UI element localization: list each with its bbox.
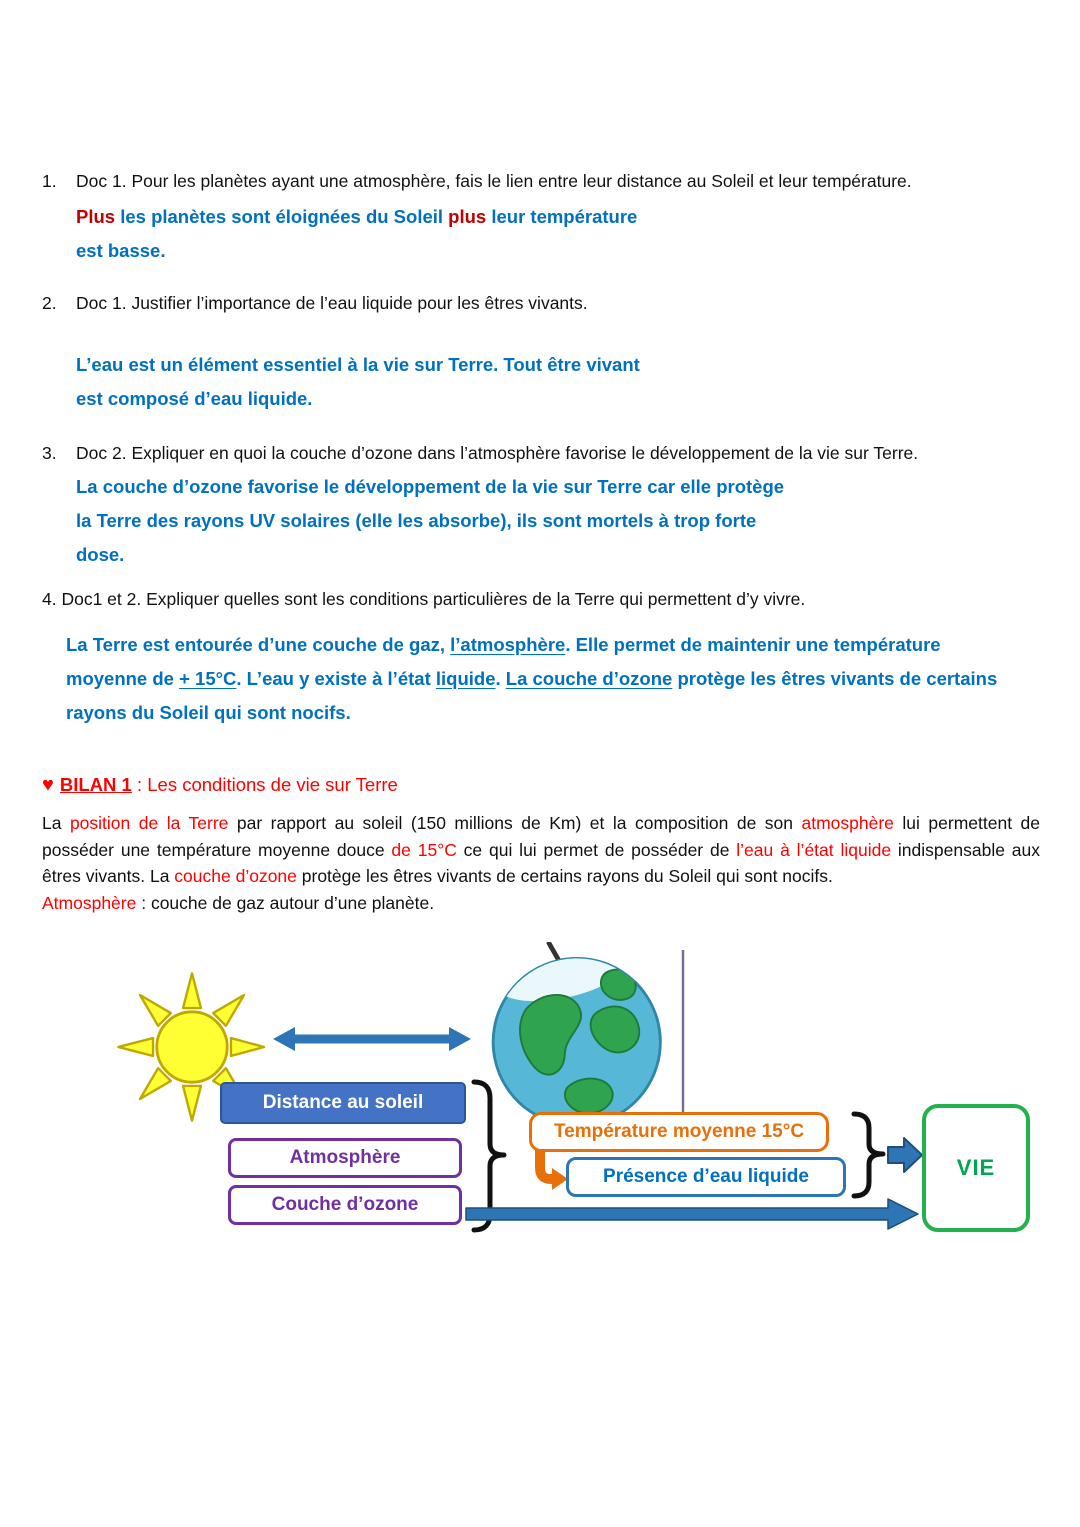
question-4-answer	[66, 628, 1020, 730]
answer-segment: est composé d’eau liquide.	[76, 388, 313, 409]
bilan-segment: atmosphère	[801, 813, 894, 833]
bilan-heading	[42, 772, 1040, 798]
answer-segment: liquide	[435, 668, 496, 689]
distance-double-arrow	[273, 1027, 471, 1051]
question-2	[42, 290, 1040, 416]
bilan-segment: ce qui lui permet de posséder de	[456, 839, 737, 860]
bilan-segment: lui permettent de posséder une température moyenne douce	[42, 813, 1041, 860]
answer-segment: protège les êtres vivants de certains rayons du Soleil qui sont nocifs.	[66, 668, 998, 723]
answer-segment: + 15°C	[179, 668, 237, 689]
question-3-number: 3.	[42, 443, 57, 463]
bilan-segment: de 15°C	[391, 839, 457, 860]
heart-icon: ♥	[42, 774, 54, 796]
question-3-answer	[76, 470, 1040, 572]
bilan-subtitle: : Les conditions de vie sur Terre	[131, 774, 398, 795]
answer-segment: l’atmosphère	[450, 634, 566, 655]
answer-segment: . Elle permet de maintenir une température moyenne de	[66, 634, 941, 689]
definition-line	[42, 890, 1040, 916]
bilan-title: BILAN 1	[59, 774, 132, 795]
answer-segment: Plus	[76, 206, 116, 227]
temperature-label: Température moyenne 15°C	[553, 1120, 805, 1142]
answer-segment: est basse.	[76, 240, 166, 261]
question-3	[42, 440, 1040, 572]
question-1-answer	[76, 200, 1040, 268]
bilan-segment: position de la Terre	[69, 813, 229, 833]
answer-segment: La Terre est entourée d’une couche de gaz,	[66, 634, 451, 655]
bilan-segment: l’eau à l’état liquide	[736, 839, 892, 860]
answer-segment: La couche d’ozone favorise le développement de la vie sur Terre car elle protège	[76, 476, 785, 497]
answer-segment: L’eau est un élément essentiel à la vie sur Terre. Tout être vivant	[76, 354, 640, 375]
question-2-number: 2.	[42, 293, 57, 313]
temperature-box	[529, 1112, 829, 1152]
ozone-box	[228, 1185, 462, 1225]
question-4-prompt: 4. Doc1 et 2. Expliquer quelles sont les conditions particulières de la Terre qui permettent d’y vivre.	[42, 589, 806, 609]
earth-icon	[474, 942, 676, 1141]
distance-box	[220, 1082, 466, 1124]
question-4	[42, 586, 1040, 730]
vie-label: VIE	[956, 1154, 996, 1180]
question-1	[42, 168, 1040, 268]
answer-segment: .	[495, 668, 506, 689]
answer-segment: la Terre des rayons UV solaires (elle les absorbe), ils sont mortels à trop forte	[76, 510, 757, 531]
question-1-prompt: Doc 1. Pour les planètes ayant une atmosphère, fais le lien entre leur distance au Soleil et leur température.	[76, 171, 912, 191]
water-label: Présence d’eau liquide	[603, 1165, 809, 1187]
right-brace	[854, 1114, 883, 1196]
water-box	[566, 1157, 846, 1197]
answer-segment: . L’eau y existe à l’état	[236, 668, 436, 689]
definition-text: : couche de gaz autour d’une planète.	[136, 892, 435, 913]
answer-segment: les planètes sont éloignées du Soleil	[115, 206, 449, 227]
atmosphere-label: Atmosphère	[289, 1146, 401, 1168]
vie-arrow	[888, 1138, 922, 1172]
answer-segment: leur température	[486, 206, 638, 227]
question-3-prompt: Doc 2. Expliquer en quoi la couche d’ozone dans l’atmosphère favorise le développement de la vie sur Terre.	[76, 443, 919, 463]
question-2-prompt: Doc 1. Justifier l’importance de l’eau liquide pour les êtres vivants.	[76, 293, 588, 313]
ozone-label: Couche d’ozone	[271, 1193, 419, 1215]
question-1-number: 1.	[42, 171, 57, 191]
bilan-paragraph	[42, 810, 1040, 890]
bilan-segment: protège les êtres vivants de certains rayons du Soleil qui sont nocifs.	[296, 866, 833, 886]
bilan-segment: La	[42, 813, 70, 833]
answer-segment: dose.	[76, 544, 125, 565]
ozone-long-arrow	[466, 1199, 918, 1229]
question-2-answer	[76, 348, 1040, 416]
vie-box	[922, 1104, 1030, 1232]
bilan-segment: indispensable aux êtres vivants. La	[42, 839, 1040, 886]
answer-segment: plus	[448, 206, 487, 227]
distance-label: Distance au soleil	[262, 1091, 424, 1113]
answer-segment: La couche d’ozone	[505, 668, 673, 689]
definition-term: Atmosphère	[42, 892, 137, 913]
summary-diagram	[42, 942, 1080, 1362]
bilan-segment: couche d’ozone	[174, 866, 297, 886]
atmosphere-box	[228, 1138, 462, 1178]
bilan-segment: par rapport au soleil (150 millions de Km) et la composition de son	[228, 813, 802, 833]
water-elbow-arrow	[540, 1148, 568, 1190]
